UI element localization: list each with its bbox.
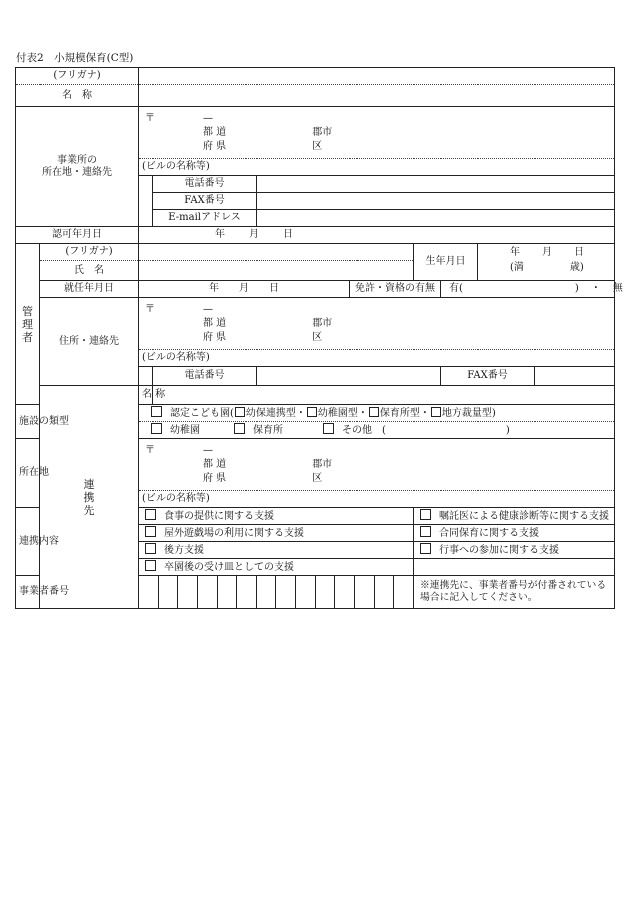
office-contact-indent [139,210,153,227]
manager-name-label: 氏 名 [40,261,139,281]
coop-item[interactable]: 卒園後の受け皿としての支援 [139,559,414,576]
coop-item-empty [414,559,615,576]
office-contact-indent [139,193,153,210]
coop-checkbox[interactable] [145,560,156,571]
digit-box[interactable] [257,576,277,608]
license-field[interactable]: 有( ) ・ 無 [441,281,615,298]
digit-box[interactable] [316,576,336,608]
office-email-field[interactable] [257,210,615,227]
coop-item[interactable]: 行事への参加に関する支援 [414,542,615,559]
hoikusho-checkbox[interactable] [234,423,245,434]
manager-fax-field[interactable] [535,367,615,386]
birth-date-field[interactable]: 年 月 日 (満 歳) [478,244,615,281]
cooperation-label: 連携内容 [16,508,40,576]
digit-box[interactable] [296,576,316,608]
office-email-label: E-mailアドレス [153,210,257,227]
manager-furigana-label: (フリガナ) [40,244,139,261]
office-furigana-label: (フリガナ) [16,68,139,85]
approval-date-label: 認可年月日 [16,227,139,244]
manager-furigana-field[interactable] [139,244,414,261]
appointment-date-field[interactable]: 年 月 日 [139,281,350,298]
partner-location-label: 所在地 [16,439,40,508]
manager-address-label: 住所・連絡先 [40,298,139,386]
digit-box[interactable] [335,576,355,608]
office-phone-field[interactable] [257,176,615,193]
coop-checkbox[interactable] [145,543,156,554]
partner-section-label: 連 携 先 [40,386,139,609]
appointment-date-label: 就任年月日 [40,281,139,298]
facility-type-label: 施設の類型 [16,405,40,439]
coop-checkbox[interactable] [420,526,431,537]
coop-item[interactable]: 後方支援 [139,542,414,559]
coop-item[interactable]: 屋外遊戯場の利用に関する支援 [139,525,414,542]
manager-name-field[interactable] [139,261,414,281]
manager-fax-label: FAX番号 [441,367,535,386]
nintei-checkbox[interactable] [151,406,162,417]
digit-box[interactable] [159,576,179,608]
coop-item[interactable]: 合同保育に関する支援 [414,525,615,542]
partner-name-field[interactable] [153,386,615,405]
partner-building-name[interactable]: (ビルの名称等) [139,491,615,508]
office-fax-field[interactable] [257,193,615,210]
coop-checkbox[interactable] [420,543,431,554]
yochien-checkbox[interactable] [151,423,162,434]
birth-date-label: 生年月日 [414,244,478,281]
office-fax-label: FAX番号 [153,193,257,210]
manager-phone-field[interactable] [257,367,441,386]
coop-checkbox[interactable] [420,509,431,520]
office-location-label: 事業所の 所在地・連絡先 [16,107,139,227]
office-name-label: 名 称 [16,85,139,107]
digit-box[interactable] [375,576,395,608]
manager-address-field[interactable]: 〒 — 都 道 郡市 府 県 区 [139,298,615,350]
business-number-note: ※連携先に、事業者番号が付番されている場合に記入してください。 [414,576,615,609]
facility-type-row1: 認定こども園( 幼保連携型・ 幼稚園型・ 保育所型・ 地方裁量型) [139,405,615,422]
coop-checkbox[interactable] [145,509,156,520]
digit-box[interactable] [178,576,198,608]
business-number-field[interactable] [139,576,414,609]
other-checkbox[interactable] [323,423,334,434]
coop-item[interactable]: 嘱託医による健康診断等に関する支援 [414,508,615,525]
office-building-name[interactable]: (ビルの名称等) [139,159,615,176]
manager-contact-indent [139,367,153,386]
digit-box[interactable] [218,576,238,608]
digit-box[interactable] [237,576,257,608]
office-address-field[interactable]: 〒 — 都 道 郡市 府 県 区 [139,107,615,159]
office-contact-indent [139,176,153,193]
digit-box[interactable] [198,576,218,608]
business-number-label: 事業者番号 [16,576,40,609]
yochien-gata-checkbox[interactable] [307,407,317,417]
approval-date-field[interactable]: 年 月 日 [139,227,615,244]
digit-box[interactable] [139,576,159,608]
office-furigana-field[interactable] [139,68,615,85]
manager-section-label: 管 理 者 [16,244,40,405]
facility-type-row2: 幼稚園 保育所 その他 ( ) [139,422,615,439]
partner-address-field[interactable]: 〒 — 都 道 郡市 府 県 区 [139,439,615,491]
office-name-field[interactable] [139,85,615,107]
partner-name-label: 名 称 [139,386,153,405]
digit-box[interactable] [355,576,375,608]
digit-box[interactable] [276,576,296,608]
coop-item[interactable]: 食事の提供に関する支援 [139,508,414,525]
digit-box[interactable] [394,576,413,608]
manager-building-name[interactable]: (ビルの名称等) [139,350,615,367]
manager-phone-label: 電話番号 [153,367,257,386]
coop-checkbox[interactable] [145,526,156,537]
application-form-table [15,67,623,609]
yoho-checkbox[interactable] [235,407,245,417]
license-label: 免許・資格の有無 [350,281,441,298]
chiho-checkbox[interactable] [431,407,441,417]
form-title: 付表2 小規模保育(C型) [16,52,134,64]
hoikusho-gata-checkbox[interactable] [369,407,379,417]
office-phone-label: 電話番号 [153,176,257,193]
